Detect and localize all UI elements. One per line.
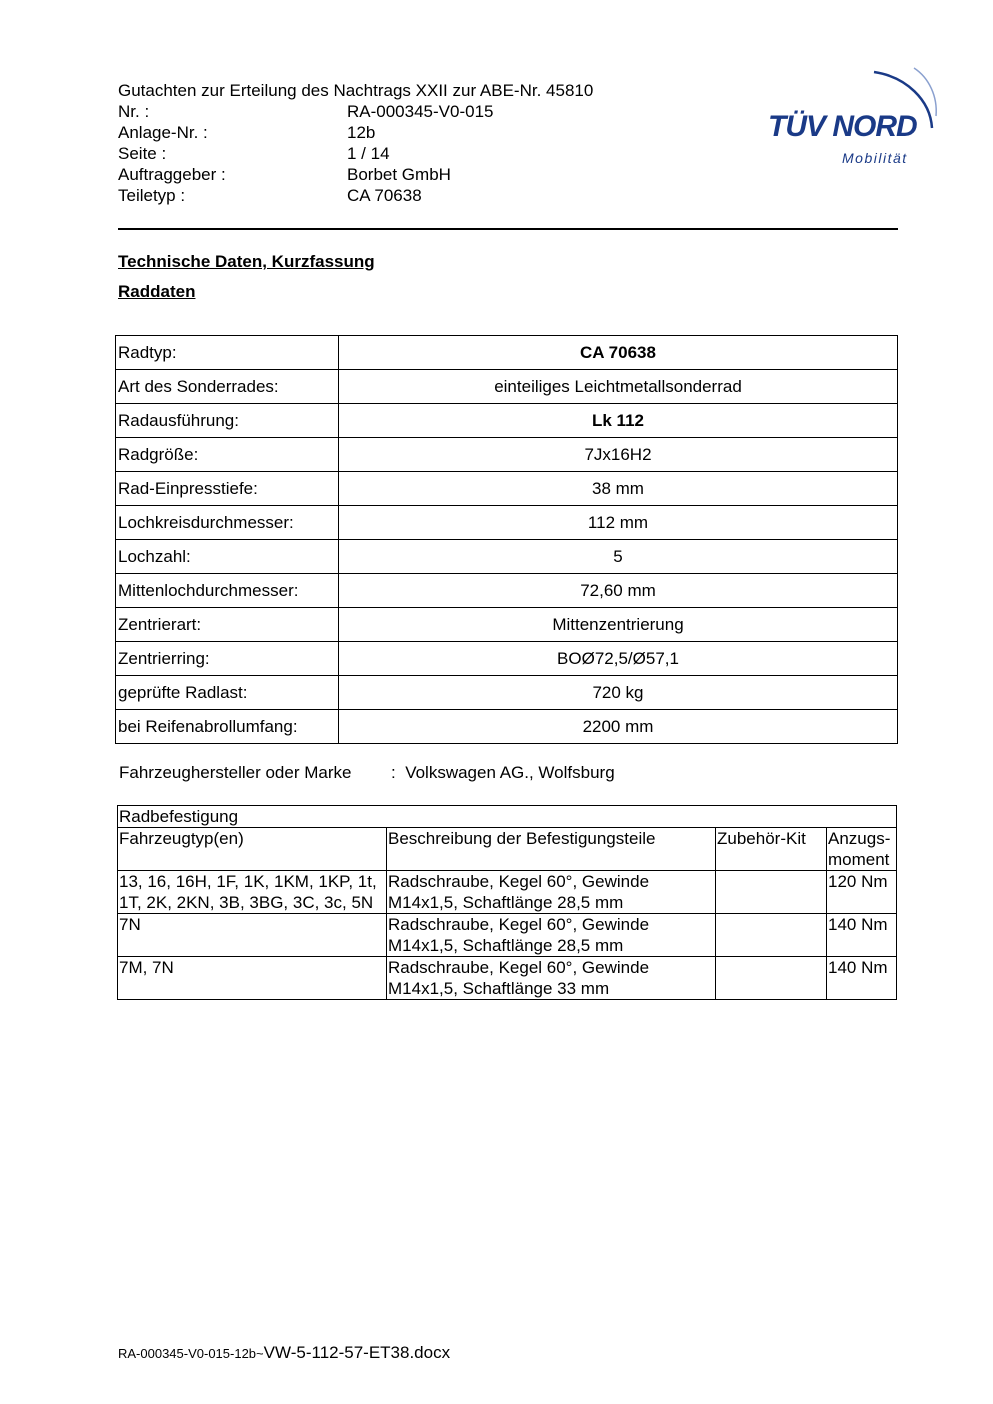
table-row xyxy=(116,574,898,608)
manufacturer-separator: : xyxy=(391,763,396,782)
column-header-types: Fahrzeugtyp(en) xyxy=(118,828,387,871)
table-title: Radbefestigung xyxy=(118,806,897,828)
meta-label: Teiletyp : xyxy=(118,186,186,205)
meta-label: Anlage-Nr. : xyxy=(118,123,208,142)
table-row xyxy=(118,957,897,1000)
table-row xyxy=(116,642,898,676)
column-header-torque xyxy=(827,828,897,871)
cell-kit xyxy=(716,914,827,957)
subsection-heading: Raddaten xyxy=(118,282,196,301)
cell-kit xyxy=(716,871,827,914)
meta-label: Seite : xyxy=(118,144,167,163)
cell-torque: 140 Nm xyxy=(827,914,897,957)
row-value: 38 mm xyxy=(339,472,898,506)
meta-value: RA-000345-V0-015 xyxy=(347,102,494,121)
row-label: Rad-Einpresstiefe: xyxy=(116,472,339,506)
tuv-nord-logo xyxy=(764,58,944,173)
manufacturer-value: Volkswagen AG., Wolfsburg xyxy=(405,763,615,782)
cell-description: Radschraube, Kegel 60°, Gewinde M14x1,5, Schaftlänge 28,5 mm xyxy=(387,871,716,914)
column-header-kit: Zubehör-Kit xyxy=(716,828,827,871)
logo-wordmark: TÜV NORD xyxy=(768,110,917,143)
cell-description: Radschraube, Kegel 60°, Gewinde M14x1,5, Schaftlänge 33 mm xyxy=(387,957,716,1000)
row-value: 7Jx16H2 xyxy=(339,438,898,472)
table-row xyxy=(116,438,898,472)
table-row xyxy=(118,871,897,914)
table-title-row xyxy=(118,806,897,828)
meta-row-anlage xyxy=(118,122,678,143)
meta-value: 1 / 14 xyxy=(347,144,390,163)
row-label: Radtyp: xyxy=(116,336,339,370)
table-row xyxy=(116,506,898,540)
row-value: BOØ72,5/Ø57,1 xyxy=(339,642,898,676)
row-label: bei Reifenabrollumfang: xyxy=(116,710,339,744)
cell-torque: 140 Nm xyxy=(827,957,897,1000)
row-label: Zentrierring: xyxy=(116,642,339,676)
row-value: Lk 112 xyxy=(339,404,898,438)
torque-header-line: moment xyxy=(828,850,890,869)
cell-types: 7N xyxy=(118,914,387,957)
meta-row-teiletyp xyxy=(118,185,678,206)
row-label: Art des Sonderrades: xyxy=(116,370,339,404)
header-divider xyxy=(118,228,898,230)
document-header xyxy=(118,80,678,206)
meta-label: Auftraggeber : xyxy=(118,165,226,184)
row-label: Mittenlochdurchmesser: xyxy=(116,574,339,608)
table-row xyxy=(116,336,898,370)
document-title: Gutachten zur Erteilung des Nachtrags XXII zur ABE-Nr. 45810 xyxy=(118,81,594,100)
meta-row-nr xyxy=(118,101,678,122)
meta-value: CA 70638 xyxy=(347,186,422,205)
row-value: 72,60 mm xyxy=(339,574,898,608)
row-value: 720 kg xyxy=(339,676,898,710)
table-row xyxy=(116,608,898,642)
wheel-mounting-table xyxy=(117,805,897,1000)
row-value: 112 mm xyxy=(339,506,898,540)
table-row xyxy=(116,370,898,404)
column-header-description: Beschreibung der Befestigungsteile xyxy=(387,828,716,871)
meta-label: Nr. : xyxy=(118,102,150,121)
torque-header-line: Anzugs- xyxy=(828,829,891,848)
meta-row-seite xyxy=(118,143,678,164)
table-row xyxy=(116,540,898,574)
section-heading: Technische Daten, Kurzfassung xyxy=(118,252,375,271)
meta-value: Borbet GmbH xyxy=(347,165,451,184)
cell-description: Radschraube, Kegel 60°, Gewinde M14x1,5, Schaftlänge 28,5 mm xyxy=(387,914,716,957)
table-header-row xyxy=(118,828,897,871)
row-label: Radgröße: xyxy=(116,438,339,472)
cell-kit xyxy=(716,957,827,1000)
row-label: Lochzahl: xyxy=(116,540,339,574)
row-label: Zentrierart: xyxy=(116,608,339,642)
row-value: CA 70638 xyxy=(339,336,898,370)
row-label: geprüfte Radlast: xyxy=(116,676,339,710)
row-label: Radausführung: xyxy=(116,404,339,438)
logo-subtitle: Mobilität xyxy=(842,150,908,166)
table-row xyxy=(118,914,897,957)
cell-types: 13, 16, 16H, 1F, 1K, 1KM, 1KP, 1t, 1T, 2K, 2KN, 3B, 3BG, 3C, 3c, 5N xyxy=(118,871,387,914)
manufacturer-label: Fahrzeughersteller oder Marke xyxy=(119,763,352,782)
table-row xyxy=(116,710,898,744)
row-label: Lochkreisdurchmesser: xyxy=(116,506,339,540)
row-value: Mittenzentrierung xyxy=(339,608,898,642)
row-value: einteiliges Leichtmetallsonderrad xyxy=(339,370,898,404)
row-value: 2200 mm xyxy=(339,710,898,744)
wheel-data-table xyxy=(115,335,898,744)
row-value: 5 xyxy=(339,540,898,574)
table-row xyxy=(116,472,898,506)
cell-types: 7M, 7N xyxy=(118,957,387,1000)
meta-value: 12b xyxy=(347,123,376,142)
meta-row-auftraggeber xyxy=(118,164,678,185)
footer-filename xyxy=(118,1343,450,1363)
table-row xyxy=(116,404,898,438)
vehicle-manufacturer xyxy=(119,763,615,783)
footer-suffix: VW-5-112-57-ET38.docx xyxy=(263,1343,451,1362)
table-row xyxy=(116,676,898,710)
footer-prefix: RA-000345-V0-015-12b~ xyxy=(118,1346,264,1361)
cell-torque: 120 Nm xyxy=(827,871,897,914)
